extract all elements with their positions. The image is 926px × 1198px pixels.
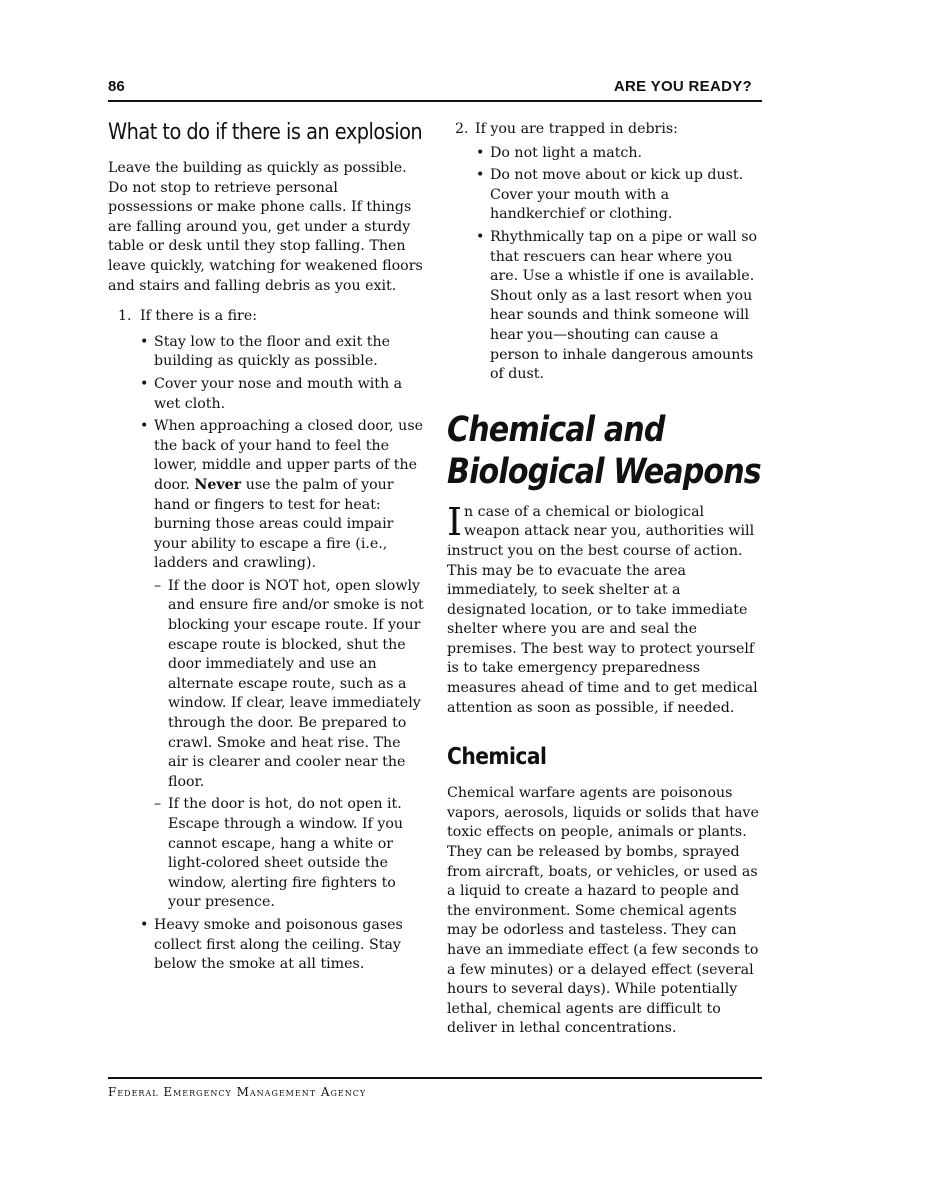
footer-agency: Federal Emergency Management Agency xyxy=(108,1085,367,1099)
list-item: • Rhythmically tap on a pipe or wall so that rescuers can hear where you are. Use a whistle if one is available. Shout only as a last resort when you hear sounds and think someone will hear you—shouting can cause a person to inhale dangerous amounts of dust. xyxy=(476,228,763,385)
debris-bullets xyxy=(447,144,763,385)
right-column xyxy=(447,120,763,1039)
fire-bullets xyxy=(108,333,424,975)
list-item: – If the door is hot, do not open it. Escape through a window. If you cannot escape, hang a white or light-colored sheet outside the window, alerting fire fighters to your presence. xyxy=(154,795,424,913)
fire-bullet-3: When approaching a closed door, use the back of your hand to feel the lower, middle and upper parts of the door. Never use the palm of your hand or fingers to test for heat: burning those areas could impair your ability to escape a fire (i.e., ladders and crawling). xyxy=(154,418,423,572)
list-item: • When approaching a closed door, use the back of your hand to feel the lower, middle and upper parts of the door. Never use the palm of your hand or fingers to test for heat: burning those areas could impair your ability to escape a fire (i.e., ladders and crawling). xyxy=(140,417,424,574)
fire-bullet-4: Heavy smoke and poisonous gases collect first along the ceiling. Stay below the smoke at all times. xyxy=(154,916,403,973)
fire-bullet-1: Stay low to the floor and exit the building as quickly as possible. xyxy=(154,333,391,370)
running-title: ARE YOU READY? xyxy=(613,78,752,95)
door-hot: If the door is hot, do not open it. Escape through a window. If you cannot escape, hang a white or light-colored sheet outside the window, alerting fire fighters to your presence. xyxy=(168,796,404,911)
door-subitems xyxy=(140,577,424,913)
fire-item-label: If there is a fire: xyxy=(140,308,258,325)
explosion-intro: Leave the building as quickly as possible. Do not stop to retrieve personal possessions or make phone calls. If things are falling around you, get under a sturdy table or desk until they stop falling. Then leave quickly, watching for weakened floors and stairs and falling debris as you exit. xyxy=(108,160,423,294)
never-emphasis: Never xyxy=(194,476,242,493)
chemical-section xyxy=(447,744,763,1039)
debris-item-number: 2. xyxy=(455,121,469,137)
list-item: • Heavy smoke and poisonous gases collect first along the ceiling. Stay below the smoke at all times. xyxy=(140,916,424,975)
fire-item-number: 1. xyxy=(118,308,132,325)
fire-bullet-2: Cover your nose and mouth with a wet cloth. xyxy=(154,375,403,412)
debris-bullet-3: Rhythmically tap on a pipe or wall so that rescuers can hear where you are. Use a whistle if one is available. Shout only as a last resort when you hear sounds and think someone will hear you—shouting can cause a person to inhale dangerous amounts of dust. xyxy=(490,228,758,383)
dropcap: I xyxy=(447,499,463,544)
page-header xyxy=(108,78,762,102)
footer-rule xyxy=(108,1077,762,1079)
chemical-heading: Chemical xyxy=(447,744,547,771)
left-column xyxy=(108,120,424,978)
cbw-intro: In case of a chemical or biological weapon attack near you, authorities will instruct you on the best course of action. This may be to evacuate the area immediately, to seek shelter at a designated location, or to take immediate shelter where you are and seal the premises. The best way to protect yourself is to take emergency preparedness measures ahead of time and to get medical attention as soon as possible, if needed. xyxy=(447,499,758,716)
page-number: 86 xyxy=(108,78,125,95)
cbw-title: Chemical and Biological Weapons xyxy=(447,409,761,492)
door-not-hot: If the door is NOT hot, open slowly and ensure fire and/or smoke is not blocking your escape route. If your escape route is blocked, shut the door immediately and use an alternate escape route, such as a window. If clear, leave immediately through the door. Be prepared to crawl. Smoke and heat rise. The air is clearer and cooler near the floor. xyxy=(168,577,424,790)
fire-item xyxy=(108,307,424,327)
list-item: – If the door is NOT hot, open slowly and ensure fire and/or smoke is not blocking your escape route. If your escape route is blocked, shut the door immediately and use an alternate escape route, such as a window. If clear, leave immediately through the door. Be prepared to crawl. Smoke and heat rise. The air is clearer and cooler near the floor. xyxy=(154,577,424,793)
debris-item xyxy=(447,120,763,140)
explosion-heading: What to do if there is an explosion xyxy=(108,120,423,145)
debris-item-label: If you are trapped in debris: xyxy=(475,121,678,137)
list-item: • Do not move about or kick up dust. Cover your mouth with a handkerchief or clothing. xyxy=(476,166,763,225)
debris-bullet-1: Do not light a match. xyxy=(490,144,642,161)
list-item: • Stay low to the floor and exit the building as quickly as possible. xyxy=(140,333,424,372)
list-item: • Do not light a match. xyxy=(476,144,763,164)
list-item: • Cover your nose and mouth with a wet cloth. xyxy=(140,375,424,414)
debris-bullet-2: Do not move about or kick up dust. Cover your mouth with a handkerchief or clothing. xyxy=(490,167,744,223)
cbw-section xyxy=(447,409,763,719)
chemical-body: Chemical warfare agents are poisonous vapors, aerosols, liquids or solids that have toxic effects on people, animals or plants. They can be released by bombs, sprayed from aircraft, boats, or vehicles, or used as a liquid to create a hazard to people and the environment. Some chemical agents may be odorless and tasteless. They can have an immediate effect (a few seconds to a few minutes) or a delayed effect (several hours to several days). While potentially lethal, chemical agents are difficult to deliver in lethal concentrations. xyxy=(447,785,759,1037)
